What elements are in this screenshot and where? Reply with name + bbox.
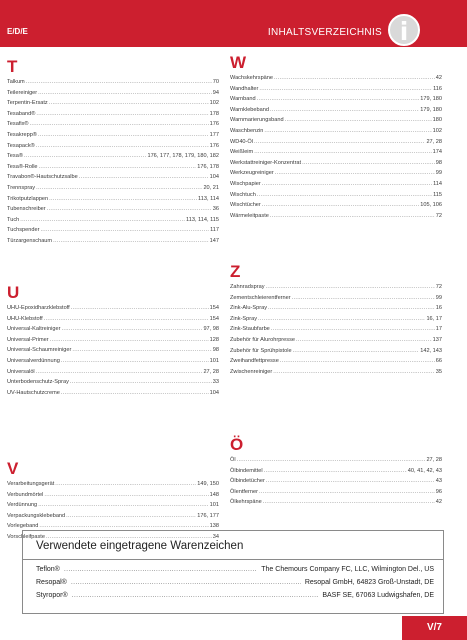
entry-term: UHU-Epoxidharzklebstoff (7, 305, 70, 311)
entry-term: Talkum (7, 79, 25, 85)
dot-leader (49, 194, 197, 205)
index-section-oe (230, 435, 442, 508)
entry-term: Universal-Schaumreiniger (7, 347, 72, 354)
index-entry (7, 303, 219, 314)
trademarks-list (36, 563, 434, 602)
index-entry (7, 141, 219, 152)
entry-term: Verpackungsklebeband (7, 512, 66, 519)
entry-term: Tesa®-Rolle (7, 163, 38, 170)
dot-leader (257, 94, 420, 105)
index-letter: Ö (230, 435, 244, 454)
entry-pages: 102 (432, 127, 442, 134)
index-entry (7, 225, 219, 236)
entry-term: Wachskehrspäne (230, 75, 274, 81)
index-letter: V (7, 459, 19, 478)
trademark-entry (36, 563, 434, 576)
divider (23, 559, 443, 560)
index-entry (230, 356, 442, 367)
dot-leader (39, 162, 197, 173)
entry-pages: 104 (209, 174, 219, 181)
entry-pages: 16 (435, 305, 442, 312)
entry-term: Warnband (230, 96, 256, 103)
entry-term: Tesa® (7, 153, 23, 160)
dot-leader (262, 200, 419, 211)
entry-pages: 176, 178 (197, 163, 219, 170)
index-list (230, 73, 442, 221)
dot-leader (61, 388, 209, 399)
entry-term: Werkzeugreiniger (230, 170, 274, 177)
index-entry (7, 88, 219, 99)
entry-term: Zementschleierentferner (230, 294, 291, 301)
entry-pages: 43 (435, 478, 442, 485)
index-entry (7, 324, 219, 335)
index-entry (230, 105, 442, 116)
entry-term: Warnklebeband (230, 106, 269, 113)
entry-pages: 179, 180 (420, 106, 442, 113)
entry-pages: 176 (209, 121, 219, 128)
dot-leader (44, 314, 209, 325)
dot-leader (71, 303, 209, 314)
entry-pages: 20, 21 (203, 184, 219, 191)
entry-pages: 101 (209, 357, 219, 364)
index-entry (7, 479, 219, 490)
entry-pages: 113, 114, 115 (186, 216, 219, 223)
index-entry (7, 119, 219, 130)
entry-pages: 36 (212, 206, 219, 213)
dot-leader (280, 356, 435, 367)
entry-term: Tuch (7, 216, 20, 223)
entry-term: Verdünnung (7, 502, 38, 509)
entry-term: Teilereiniger (7, 89, 38, 96)
entry-pages: 176 (209, 142, 219, 149)
entry-pages: 98 (212, 347, 219, 354)
trademarks-box (22, 530, 444, 614)
index-entry (7, 335, 219, 346)
entry-term: Zink-Staubfarbe (230, 326, 270, 333)
entry-term: Zweihandfettpresse (230, 358, 279, 365)
index-entry (230, 126, 442, 137)
entry-pages: 99 (435, 294, 442, 301)
index-entry (230, 137, 442, 148)
entry-pages: 96 (435, 488, 442, 495)
dot-leader (47, 204, 212, 215)
entry-term: Wischtuch (230, 191, 256, 198)
dot-leader (259, 84, 432, 95)
entry-term: Teflon® (36, 566, 60, 573)
entry-term: Universalverdünnung (7, 357, 60, 364)
entry-pages: 149, 150 (197, 481, 219, 487)
entry-pages: 128 (209, 336, 219, 343)
index-letter: Z (230, 262, 241, 281)
index-entry (230, 73, 442, 84)
entry-pages: 180 (432, 117, 442, 124)
dot-leader (266, 476, 435, 487)
entry-pages: 35 (435, 368, 442, 375)
entry-term: Terpentin-Ersatz (7, 100, 48, 107)
index-entry (230, 455, 442, 466)
index-entry (230, 466, 442, 477)
entry-term: Ölentferner (230, 488, 258, 495)
entry-pages: 34 (212, 533, 219, 540)
entry-pages: 176, 177, 178, 179, 180, 182 (147, 153, 219, 160)
index-entry (230, 94, 442, 105)
dot-leader (24, 151, 147, 162)
entry-pages: 72 (435, 212, 442, 219)
dot-leader (274, 73, 435, 84)
index-entry (230, 168, 442, 179)
dot-leader (38, 130, 209, 141)
entry-term: Universal-Primer (7, 336, 49, 343)
index-entry (7, 511, 219, 522)
index-entry (230, 179, 442, 190)
entry-pages: 148 (209, 491, 219, 498)
dot-leader (259, 487, 435, 498)
entry-term: Trennspray (7, 184, 36, 191)
dot-leader (266, 282, 435, 293)
index-entry (7, 356, 219, 367)
index-entry (230, 84, 442, 95)
index-entry (230, 293, 442, 304)
entry-term: UHU-Klebstoff (7, 315, 43, 322)
entry-pages: 114 (433, 180, 442, 187)
dot-leader (296, 335, 432, 346)
dot-leader (263, 497, 435, 508)
index-entry (7, 314, 219, 325)
entry-term: Unterbodenschutz-Spray (7, 379, 69, 386)
dot-leader (292, 293, 435, 304)
index-list (230, 455, 442, 508)
entry-term: Styropor® (36, 592, 68, 599)
entry-pages: 115 (433, 191, 442, 198)
entry-term: Werkstattreiniger-Konzentrat (230, 159, 302, 166)
entry-pages: 177 (209, 131, 219, 138)
trademarks-title: Verwendete eingetragene Warenzeichen (36, 540, 244, 552)
index-entry (7, 162, 219, 173)
index-entry (230, 303, 442, 314)
entry-pages: 116 (433, 85, 442, 92)
index-entry (230, 200, 442, 211)
index-letter: W (230, 53, 247, 72)
entry-term: Wischpapier (230, 180, 261, 187)
dot-leader (72, 345, 211, 356)
dot-leader (285, 115, 432, 126)
entry-term: Tesapack® (7, 142, 35, 149)
entry-term: Tubenschreiber (7, 206, 46, 213)
entry-pages: The Chemours Company FC, LLC, Wilmington Del., US (261, 566, 434, 573)
entry-pages: 16, 17 (426, 315, 442, 322)
index-entry (7, 490, 219, 501)
entry-term: WD40-Öl (230, 138, 253, 145)
index-letter: U (7, 283, 20, 302)
entry-pages: 104 (209, 389, 219, 396)
index-entry (230, 367, 442, 378)
entry-term: Weißleim (230, 149, 254, 156)
entry-term: Zahnradspray (230, 284, 265, 290)
dot-leader (66, 511, 196, 522)
entry-pages: 154 (209, 305, 219, 311)
entry-term: Tesakrepp® (7, 131, 37, 138)
entry-term: Wischtücher (230, 202, 261, 209)
entry-pages: 147 (209, 237, 219, 244)
index-section-t (7, 57, 219, 247)
entry-pages: 138 (209, 523, 219, 530)
dot-leader (40, 225, 209, 236)
dot-leader (53, 236, 209, 247)
entry-term: Trikotputzlappen (7, 195, 49, 202)
index-section-w (230, 53, 442, 221)
dot-leader (50, 335, 209, 346)
index-list (7, 303, 219, 398)
entry-term: Zubehör für Sprühpistole (230, 347, 292, 354)
entry-pages: 97, 98 (203, 326, 219, 333)
index-entry (230, 115, 442, 126)
dot-leader (36, 183, 202, 194)
index-entry (7, 236, 219, 247)
index-entry (7, 377, 219, 388)
info-icon-glyph: i (399, 17, 409, 46)
dot-leader (254, 147, 431, 158)
trademark-entry (36, 589, 434, 602)
index-section-z (230, 262, 442, 377)
dot-leader (257, 190, 432, 201)
entry-pages: 99 (435, 170, 442, 177)
entry-pages: 174 (432, 149, 442, 156)
index-entry (7, 172, 219, 183)
index-entry (7, 388, 219, 399)
index-list (7, 77, 219, 247)
entry-pages: 178 (209, 110, 219, 117)
entry-pages: 40, 41, 42, 43 (407, 467, 442, 474)
index-entry (7, 151, 219, 162)
entry-pages: 154 (209, 315, 219, 322)
dot-leader (293, 346, 420, 357)
index-entry (230, 314, 442, 325)
index-entry (230, 147, 442, 158)
section-title: INHALTSVERZEICHNIS (267, 27, 382, 38)
entry-term: Zwischenreiniger (230, 368, 273, 375)
dot-leader (79, 172, 209, 183)
index-entry (7, 183, 219, 194)
entry-term: Travabon®-Hautschutzsalbe (7, 174, 78, 181)
trademark-entry (36, 576, 434, 589)
index-entry (7, 98, 219, 109)
index-entry (7, 130, 219, 141)
entry-term: Warnmarierungsband (230, 117, 284, 124)
dot-leader (38, 500, 208, 511)
index-entry (7, 77, 219, 88)
entry-pages: 33 (212, 379, 219, 386)
index-entry (230, 211, 442, 222)
index-entry (230, 476, 442, 487)
dot-leader (264, 466, 407, 477)
entry-pages: 179, 180 (420, 96, 442, 103)
entry-term: Tuchspender (7, 227, 40, 234)
entry-pages: 66 (435, 358, 442, 365)
index-list (230, 282, 442, 377)
dot-leader (72, 589, 319, 602)
entry-term: Verarbeitungsgerät (7, 481, 55, 487)
dot-leader (36, 141, 209, 152)
entry-term: Tesaband® (7, 110, 36, 117)
entry-term: Öl (230, 457, 236, 463)
index-entry (7, 204, 219, 215)
entry-term: Vorlegeband (7, 523, 39, 530)
dot-leader (30, 119, 209, 130)
header-bar (0, 0, 467, 47)
entry-term: Zink-Spray (230, 315, 258, 322)
dot-leader (275, 168, 435, 179)
dot-leader (271, 324, 435, 335)
index-entry (230, 324, 442, 335)
dot-leader (270, 211, 435, 222)
dot-leader (44, 490, 208, 501)
dot-leader (61, 324, 202, 335)
index-section-u (7, 283, 219, 398)
entry-pages: 113, 114 (198, 195, 219, 202)
entry-term: Waschbenzin (230, 127, 264, 134)
entry-term: Wärmeleitpaste (230, 212, 269, 219)
dot-leader (302, 158, 435, 169)
entry-pages: 137 (432, 336, 442, 343)
entry-pages: BASF SE, 67063 Ludwigshafen, DE (322, 592, 434, 599)
entry-term: Universal-Kaltreiniger (7, 326, 61, 333)
dot-leader (26, 77, 212, 88)
entry-term: Vorschleifpaste (7, 533, 45, 540)
dot-leader (71, 576, 301, 589)
entry-pages: 27, 28 (426, 138, 442, 145)
dot-leader (36, 367, 203, 378)
entry-pages: 102 (209, 100, 219, 107)
entry-pages: 27, 28 (203, 368, 219, 375)
entry-pages: 98 (435, 159, 442, 166)
dot-leader (36, 109, 208, 120)
entry-pages: 42 (435, 75, 442, 81)
index-entry (7, 500, 219, 511)
dot-leader (264, 126, 431, 137)
entry-term: Ölbindemittel (230, 467, 263, 474)
index-entry (7, 345, 219, 356)
entry-pages: 70 (212, 79, 219, 85)
entry-term: Türzargenschaum (7, 237, 53, 244)
entry-pages: 27, 28 (426, 457, 442, 463)
entry-term: Ölbindetücher (230, 478, 265, 485)
index-entry (230, 487, 442, 498)
index-letter: T (7, 57, 18, 76)
dot-leader (268, 303, 435, 314)
entry-pages: 105, 106 (420, 202, 442, 209)
entry-term: Wandhalter (230, 85, 259, 92)
index-entry (230, 335, 442, 346)
dot-leader (64, 563, 257, 576)
dot-leader (20, 215, 185, 226)
dot-leader (270, 105, 419, 116)
entry-pages: 101 (209, 502, 219, 509)
entry-pages: 17 (435, 326, 442, 333)
page-number: V/7 (402, 616, 467, 640)
index-entry (7, 194, 219, 205)
dot-leader (258, 314, 425, 325)
entry-pages: 42 (435, 499, 442, 506)
entry-pages: 117 (210, 227, 219, 234)
index-entry (7, 367, 219, 378)
dot-leader (254, 137, 425, 148)
entry-pages: 142, 143 (420, 347, 442, 354)
dot-leader (262, 179, 432, 190)
dot-leader (38, 88, 212, 99)
entry-pages: 176, 177 (197, 512, 219, 519)
dot-leader (237, 455, 426, 466)
dot-leader (273, 367, 434, 378)
entry-term: Verbundmörtel (7, 491, 44, 498)
entry-term: Universalöl (7, 368, 35, 375)
entry-term: Zubehör für Alurohrpresse (230, 336, 295, 343)
entry-term: UV-Hautschutzcreme (7, 389, 60, 396)
entry-term: Ölkehrspäne (230, 499, 262, 506)
info-icon (388, 14, 420, 46)
index-entry (230, 158, 442, 169)
index-entry (230, 282, 442, 293)
entry-term: Resopal® (36, 579, 67, 586)
index-entry (7, 215, 219, 226)
entry-term: Zink-Alu-Spray (230, 305, 267, 312)
entry-pages: 94 (212, 89, 219, 96)
index-entry (230, 497, 442, 508)
index-entry (230, 190, 442, 201)
index-entry (7, 109, 219, 120)
dot-leader (49, 98, 209, 109)
dot-leader (55, 479, 196, 490)
entry-pages: 72 (435, 284, 442, 290)
index-entry (230, 346, 442, 357)
language-label: E/D/E (7, 27, 28, 36)
dot-leader (70, 377, 212, 388)
dot-leader (61, 356, 209, 367)
entry-pages: Resopal GmbH, 64823 Groß-Unstadt, DE (304, 579, 434, 586)
entry-term: Tesafix® (7, 121, 29, 128)
